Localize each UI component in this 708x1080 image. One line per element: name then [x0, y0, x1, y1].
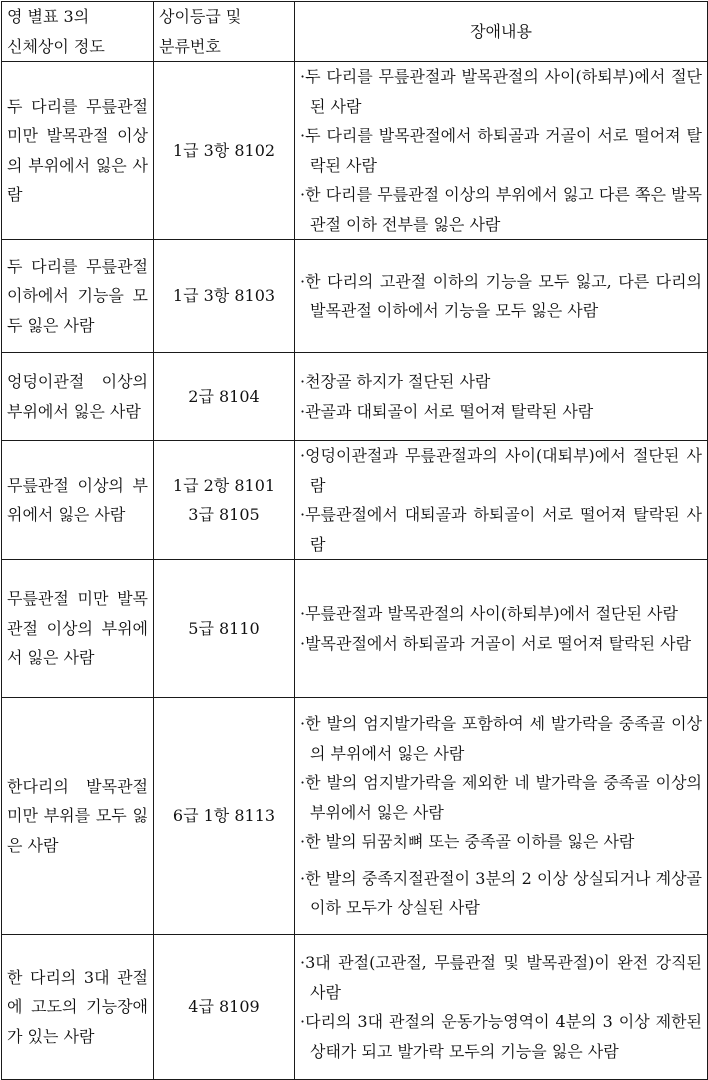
row-category: 무릎관절 미만 발목관절 이상의 부위에서 잃은 사람	[2, 560, 154, 698]
row-description	[295, 698, 708, 935]
table-row	[2, 240, 708, 353]
row-description	[295, 441, 708, 560]
list-item: ·한 다리의 고관절 이하의 기능을 모두 잃고, 다른 다리의 발목관절 이하에서 기능을 모두 잃은 사람	[300, 271, 702, 320]
table-row	[2, 560, 708, 698]
row-category: 두 다리를 무릎관절 미만 발목관절 이상의 부위에서 잃은 사람	[2, 62, 154, 240]
row-category: 한 다리의 3대 관절에 고도의 기능장애가 있는 사람	[2, 935, 154, 1080]
list-item: ·다리의 3대 관절의 운동가능영역이 4분의 3 이상 제한된 상태가 되고 발가락 모두의 기능을 잃은 사람	[300, 1012, 702, 1061]
table-row	[2, 935, 708, 1080]
row-category: 두 다리를 무릎관절이하에서 기능을 모두 잃은 사람	[2, 240, 154, 353]
row-grade: 1급 3항 8102	[154, 62, 295, 240]
list-item: ·천장골 하지가 절단된 사람	[300, 372, 491, 391]
header-grade: 상이등급 및 분류번호	[154, 2, 295, 62]
list-item: ·두 다리를 무릎관절과 발목관절의 사이(하퇴부)에서 절단된 사람	[300, 67, 702, 116]
row-description	[295, 935, 708, 1080]
row-description	[295, 560, 708, 698]
row-description	[295, 240, 708, 353]
list-item: ·한 다리를 무릎관절 이상의 부위에서 잃고 다른 쪽은 발목관절 이하 전부를 잃은 사람	[300, 185, 702, 234]
list-item: ·두 다리를 발목관절에서 하퇴골과 거골이 서로 떨어져 탈락된 사람	[300, 126, 702, 175]
row-description	[295, 62, 708, 240]
list-item: ·3대 관절(고관절, 무릎관절 및 발목관절)이 완전 강직된 사람	[300, 953, 702, 1002]
row-category: 한다리의 발목관절 미만 부위를 모두 잃은 사람	[2, 698, 154, 935]
list-item: ·엉덩이관절과 무릎관절과의 사이(대퇴부)에서 절단된 사람	[300, 446, 702, 495]
list-item: ·관골과 대퇴골이 서로 떨어져 탈락된 사람	[300, 401, 594, 421]
row-grade: 4급 8109	[154, 935, 295, 1080]
row-description	[295, 353, 708, 441]
row-category: 무릎관절 이상의 부위에서 잃은 사람	[2, 441, 154, 560]
list-item: ·무릎관절에서 대퇴골과 하퇴골이 서로 떨어져 탈락된 사람	[300, 505, 702, 554]
list-item: ·발목관절에서 하퇴골과 거골이 서로 떨어져 탈락된 사람	[300, 633, 692, 653]
list-item: ·한 발의 중족지절관절이 3분의 2 이상 상실되거나 계상골 이하 모두가 상실된 사람	[300, 868, 702, 918]
header-row	[2, 2, 708, 62]
table-row	[2, 698, 708, 935]
header-category: 영 별표 3의 신체상이 정도	[2, 2, 154, 62]
list-item: ·한 발의 뒤꿈치뼈 또는 중족골 이하를 잃은 사람	[300, 832, 635, 852]
disability-table	[1, 1, 708, 1080]
row-grade: 1급 2항 8101 3급 8105	[154, 441, 295, 560]
list-item: ·무릎관절과 발목관절의 사이(하퇴부)에서 절단된 사람	[300, 604, 678, 623]
row-grade: 1급 3항 8103	[154, 240, 295, 353]
table-row	[2, 441, 708, 560]
header-description: 장애내용	[295, 2, 708, 62]
table-row	[2, 353, 708, 441]
row-grade: 5급 8110	[154, 560, 295, 698]
list-item: ·한 발의 엄지발가락을 제외한 네 발가락을 중족골 이상의 부위에서 잃은 사람	[300, 773, 702, 822]
list-item: ·한 발의 엄지발가락을 포함하여 세 발가락을 중족골 이상의 부위에서 잃은 사람	[300, 714, 702, 763]
row-category: 엉덩이관절 이상의 부위에서 잃은 사람	[2, 353, 154, 441]
table-row	[2, 62, 708, 240]
row-grade: 2급 8104	[154, 353, 295, 441]
row-grade: 6급 1항 8113	[154, 698, 295, 935]
